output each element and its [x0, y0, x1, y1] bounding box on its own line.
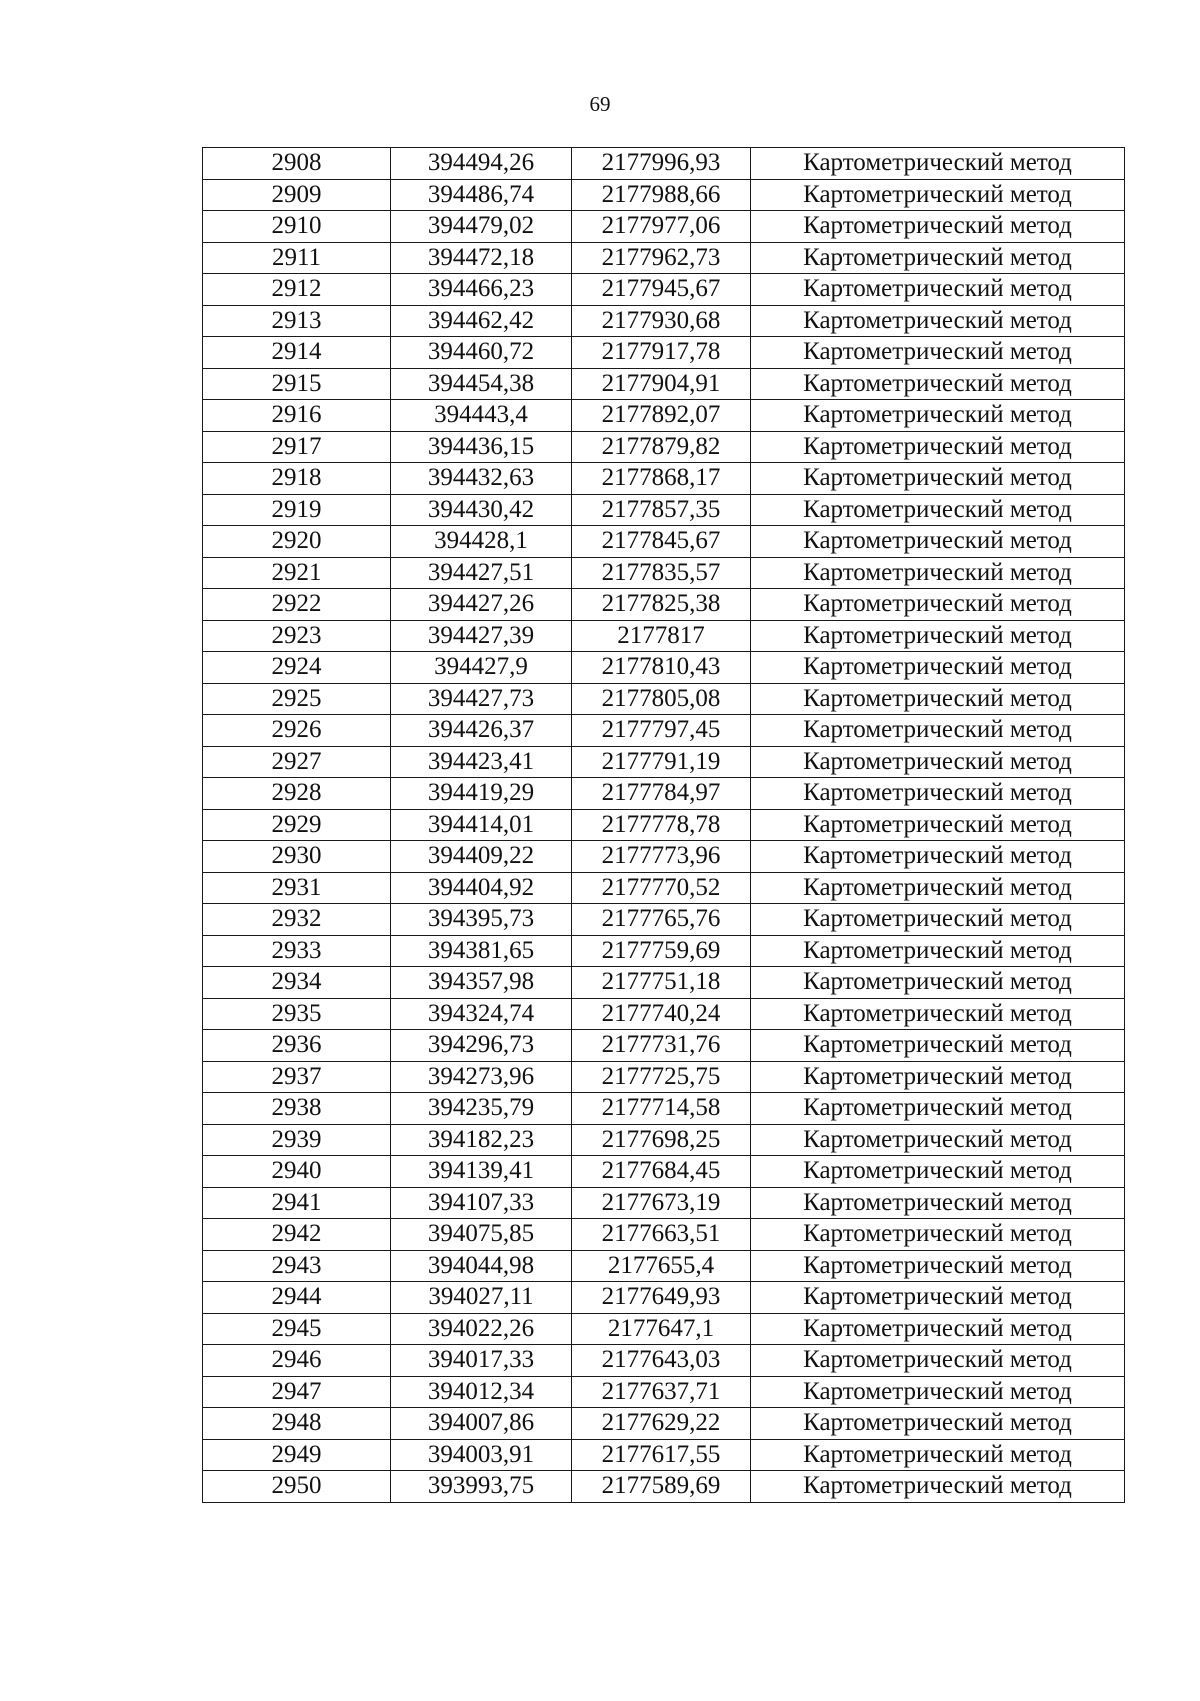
x-coordinate-cell: 394479,02 — [391, 211, 572, 243]
point-number-cell: 2945 — [203, 1313, 391, 1345]
table-row — [203, 1061, 1125, 1093]
table-row — [203, 1124, 1125, 1156]
point-number-cell: 2935 — [203, 998, 391, 1030]
method-cell: Картометрический метод — [751, 1156, 1125, 1188]
y-coordinate-cell: 2177649,93 — [572, 1282, 751, 1314]
table-row — [203, 904, 1125, 936]
point-number-cell: 2930 — [203, 841, 391, 873]
point-number-cell: 2912 — [203, 274, 391, 306]
method-cell: Картометрический метод — [751, 935, 1125, 967]
method-cell: Картометрический метод — [751, 463, 1125, 495]
x-coordinate-cell: 394423,41 — [391, 746, 572, 778]
point-number-cell: 2914 — [203, 337, 391, 369]
method-cell: Картометрический метод — [751, 904, 1125, 936]
point-number-cell: 2923 — [203, 620, 391, 652]
page-number: 69 — [589, 92, 611, 116]
table-row — [203, 1187, 1125, 1219]
x-coordinate-cell: 394427,39 — [391, 620, 572, 652]
y-coordinate-cell: 2177684,45 — [572, 1156, 751, 1188]
table-row — [203, 809, 1125, 841]
method-cell: Картометрический метод — [751, 1408, 1125, 1440]
point-number-cell: 2922 — [203, 589, 391, 621]
y-coordinate-cell: 2177778,78 — [572, 809, 751, 841]
x-coordinate-cell: 394027,11 — [391, 1282, 572, 1314]
point-number-cell: 2937 — [203, 1061, 391, 1093]
table-row — [203, 368, 1125, 400]
point-number-cell: 2931 — [203, 872, 391, 904]
point-number-cell: 2916 — [203, 400, 391, 432]
x-coordinate-cell: 394075,85 — [391, 1219, 572, 1251]
table-row — [203, 337, 1125, 369]
method-cell: Картометрический метод — [751, 872, 1125, 904]
x-coordinate-cell: 394426,37 — [391, 715, 572, 747]
x-coordinate-cell: 394427,26 — [391, 589, 572, 621]
point-number-cell: 2921 — [203, 557, 391, 589]
method-cell: Картометрический метод — [751, 431, 1125, 463]
point-number-cell: 2929 — [203, 809, 391, 841]
y-coordinate-cell: 2177698,25 — [572, 1124, 751, 1156]
point-number-cell: 2910 — [203, 211, 391, 243]
table-row — [203, 589, 1125, 621]
point-number-cell: 2949 — [203, 1439, 391, 1471]
table-row — [203, 967, 1125, 999]
point-number-cell: 2924 — [203, 652, 391, 684]
point-number-cell: 2950 — [203, 1471, 391, 1503]
y-coordinate-cell: 2177655,4 — [572, 1250, 751, 1282]
method-cell: Картометрический метод — [751, 809, 1125, 841]
method-cell: Картометрический метод — [751, 1187, 1125, 1219]
method-cell: Картометрический метод — [751, 557, 1125, 589]
y-coordinate-cell: 2177770,52 — [572, 872, 751, 904]
table-row — [203, 557, 1125, 589]
x-coordinate-cell: 394107,33 — [391, 1187, 572, 1219]
table-row — [203, 242, 1125, 274]
method-cell: Картометрический метод — [751, 589, 1125, 621]
x-coordinate-cell: 394460,72 — [391, 337, 572, 369]
point-number-cell: 2925 — [203, 683, 391, 715]
point-number-cell: 2941 — [203, 1187, 391, 1219]
method-cell: Картометрический метод — [751, 148, 1125, 180]
y-coordinate-cell: 2177917,78 — [572, 337, 751, 369]
y-coordinate-cell: 2177988,66 — [572, 179, 751, 211]
x-coordinate-cell: 394430,42 — [391, 494, 572, 526]
method-cell: Картометрический метод — [751, 526, 1125, 558]
x-coordinate-cell: 393993,75 — [391, 1471, 572, 1503]
point-number-cell: 2936 — [203, 1030, 391, 1062]
y-coordinate-cell: 2177797,45 — [572, 715, 751, 747]
point-number-cell: 2946 — [203, 1345, 391, 1377]
x-coordinate-cell: 394466,23 — [391, 274, 572, 306]
table-row — [203, 1376, 1125, 1408]
table-row — [203, 211, 1125, 243]
y-coordinate-cell: 2177637,71 — [572, 1376, 751, 1408]
y-coordinate-cell: 2177663,51 — [572, 1219, 751, 1251]
x-coordinate-cell: 394003,91 — [391, 1439, 572, 1471]
x-coordinate-cell: 394414,01 — [391, 809, 572, 841]
method-cell: Картометрический метод — [751, 1093, 1125, 1125]
table-row — [203, 431, 1125, 463]
y-coordinate-cell: 2177962,73 — [572, 242, 751, 274]
method-cell: Картометрический метод — [751, 179, 1125, 211]
coordinates-table — [202, 147, 1125, 1503]
point-number-cell: 2920 — [203, 526, 391, 558]
table-row — [203, 620, 1125, 652]
table-row — [203, 683, 1125, 715]
point-number-cell: 2918 — [203, 463, 391, 495]
x-coordinate-cell: 394357,98 — [391, 967, 572, 999]
x-coordinate-cell: 394428,1 — [391, 526, 572, 558]
y-coordinate-cell: 2177977,06 — [572, 211, 751, 243]
table-row — [203, 1093, 1125, 1125]
method-cell: Картометрический метод — [751, 1471, 1125, 1503]
point-number-cell: 2940 — [203, 1156, 391, 1188]
table-row — [203, 400, 1125, 432]
table-row — [203, 494, 1125, 526]
x-coordinate-cell: 394012,34 — [391, 1376, 572, 1408]
x-coordinate-cell: 394395,73 — [391, 904, 572, 936]
point-number-cell: 2947 — [203, 1376, 391, 1408]
x-coordinate-cell: 394404,92 — [391, 872, 572, 904]
method-cell: Картометрический метод — [751, 1345, 1125, 1377]
y-coordinate-cell: 2177773,96 — [572, 841, 751, 873]
method-cell: Картометрический метод — [751, 211, 1125, 243]
y-coordinate-cell: 2177817 — [572, 620, 751, 652]
table-row — [203, 935, 1125, 967]
x-coordinate-cell: 394443,4 — [391, 400, 572, 432]
y-coordinate-cell: 2177868,17 — [572, 463, 751, 495]
table-row — [203, 841, 1125, 873]
table-row — [203, 1282, 1125, 1314]
method-cell: Картометрический метод — [751, 778, 1125, 810]
table-row — [203, 1156, 1125, 1188]
point-number-cell: 2908 — [203, 148, 391, 180]
method-cell: Картометрический метод — [751, 494, 1125, 526]
method-cell: Картометрический метод — [751, 242, 1125, 274]
method-cell: Картометрический метод — [751, 1219, 1125, 1251]
x-coordinate-cell: 394139,41 — [391, 1156, 572, 1188]
table-row — [203, 746, 1125, 778]
point-number-cell: 2927 — [203, 746, 391, 778]
y-coordinate-cell: 2177784,97 — [572, 778, 751, 810]
point-number-cell: 2938 — [203, 1093, 391, 1125]
x-coordinate-cell: 394454,38 — [391, 368, 572, 400]
method-cell: Картометрический метод — [751, 400, 1125, 432]
method-cell: Картометрический метод — [751, 337, 1125, 369]
table-row — [203, 1345, 1125, 1377]
x-coordinate-cell: 394472,18 — [391, 242, 572, 274]
x-coordinate-cell: 394381,65 — [391, 935, 572, 967]
y-coordinate-cell: 2177810,43 — [572, 652, 751, 684]
point-number-cell: 2933 — [203, 935, 391, 967]
point-number-cell: 2911 — [203, 242, 391, 274]
method-cell: Картометрический метод — [751, 746, 1125, 778]
x-coordinate-cell: 394044,98 — [391, 1250, 572, 1282]
method-cell: Картометрический метод — [751, 715, 1125, 747]
table-row — [203, 872, 1125, 904]
x-coordinate-cell: 394486,74 — [391, 179, 572, 211]
y-coordinate-cell: 2177825,38 — [572, 589, 751, 621]
x-coordinate-cell: 394494,26 — [391, 148, 572, 180]
y-coordinate-cell: 2177765,76 — [572, 904, 751, 936]
table-row — [203, 1439, 1125, 1471]
point-number-cell: 2928 — [203, 778, 391, 810]
y-coordinate-cell: 2177930,68 — [572, 305, 751, 337]
y-coordinate-cell: 2177731,76 — [572, 1030, 751, 1062]
y-coordinate-cell: 2177759,69 — [572, 935, 751, 967]
y-coordinate-cell: 2177589,69 — [572, 1471, 751, 1503]
y-coordinate-cell: 2177996,93 — [572, 148, 751, 180]
table-row — [203, 148, 1125, 180]
x-coordinate-cell: 394419,29 — [391, 778, 572, 810]
point-number-cell: 2909 — [203, 179, 391, 211]
point-number-cell: 2948 — [203, 1408, 391, 1440]
x-coordinate-cell: 394022,26 — [391, 1313, 572, 1345]
y-coordinate-cell: 2177945,67 — [572, 274, 751, 306]
table-row — [203, 1408, 1125, 1440]
x-coordinate-cell: 394436,15 — [391, 431, 572, 463]
x-coordinate-cell: 394432,63 — [391, 463, 572, 495]
method-cell: Картометрический метод — [751, 1376, 1125, 1408]
method-cell: Картометрический метод — [751, 368, 1125, 400]
x-coordinate-cell: 394017,33 — [391, 1345, 572, 1377]
x-coordinate-cell: 394182,23 — [391, 1124, 572, 1156]
point-number-cell: 2913 — [203, 305, 391, 337]
table-row — [203, 1219, 1125, 1251]
point-number-cell: 2932 — [203, 904, 391, 936]
table-row — [203, 274, 1125, 306]
y-coordinate-cell: 2177805,08 — [572, 683, 751, 715]
method-cell: Картометрический метод — [751, 841, 1125, 873]
x-coordinate-cell: 394427,73 — [391, 683, 572, 715]
y-coordinate-cell: 2177740,24 — [572, 998, 751, 1030]
point-number-cell: 2943 — [203, 1250, 391, 1282]
table-row — [203, 526, 1125, 558]
method-cell: Картометрический метод — [751, 998, 1125, 1030]
method-cell: Картометрический метод — [751, 1124, 1125, 1156]
table-row — [203, 715, 1125, 747]
x-coordinate-cell: 394462,42 — [391, 305, 572, 337]
y-coordinate-cell: 2177845,67 — [572, 526, 751, 558]
method-cell: Картометрический метод — [751, 1030, 1125, 1062]
method-cell: Картометрический метод — [751, 1282, 1125, 1314]
coordinates-table-body — [203, 148, 1125, 1503]
table-row — [203, 305, 1125, 337]
method-cell: Картометрический метод — [751, 967, 1125, 999]
table-row — [203, 1471, 1125, 1503]
y-coordinate-cell: 2177643,03 — [572, 1345, 751, 1377]
point-number-cell: 2939 — [203, 1124, 391, 1156]
x-coordinate-cell: 394427,9 — [391, 652, 572, 684]
x-coordinate-cell: 394427,51 — [391, 557, 572, 589]
point-number-cell: 2926 — [203, 715, 391, 747]
method-cell: Картометрический метод — [751, 1250, 1125, 1282]
method-cell: Картометрический метод — [751, 305, 1125, 337]
point-number-cell: 2919 — [203, 494, 391, 526]
x-coordinate-cell: 394007,86 — [391, 1408, 572, 1440]
table-row — [203, 1030, 1125, 1062]
y-coordinate-cell: 2177629,22 — [572, 1408, 751, 1440]
point-number-cell: 2942 — [203, 1219, 391, 1251]
table-row — [203, 652, 1125, 684]
table-row — [203, 463, 1125, 495]
y-coordinate-cell: 2177835,57 — [572, 557, 751, 589]
table-row — [203, 998, 1125, 1030]
y-coordinate-cell: 2177751,18 — [572, 967, 751, 999]
point-number-cell: 2917 — [203, 431, 391, 463]
table-row — [203, 1313, 1125, 1345]
x-coordinate-cell: 394409,22 — [391, 841, 572, 873]
x-coordinate-cell: 394296,73 — [391, 1030, 572, 1062]
y-coordinate-cell: 2177791,19 — [572, 746, 751, 778]
method-cell: Картометрический метод — [751, 274, 1125, 306]
table-row — [203, 1250, 1125, 1282]
x-coordinate-cell: 394273,96 — [391, 1061, 572, 1093]
table-row — [203, 179, 1125, 211]
x-coordinate-cell: 394324,74 — [391, 998, 572, 1030]
method-cell: Картометрический метод — [751, 652, 1125, 684]
method-cell: Картометрический метод — [751, 1061, 1125, 1093]
y-coordinate-cell: 2177879,82 — [572, 431, 751, 463]
y-coordinate-cell: 2177617,55 — [572, 1439, 751, 1471]
method-cell: Картометрический метод — [751, 1439, 1125, 1471]
y-coordinate-cell: 2177673,19 — [572, 1187, 751, 1219]
y-coordinate-cell: 2177904,91 — [572, 368, 751, 400]
point-number-cell: 2944 — [203, 1282, 391, 1314]
y-coordinate-cell: 2177892,07 — [572, 400, 751, 432]
method-cell: Картометрический метод — [751, 683, 1125, 715]
x-coordinate-cell: 394235,79 — [391, 1093, 572, 1125]
method-cell: Картометрический метод — [751, 620, 1125, 652]
y-coordinate-cell: 2177714,58 — [572, 1093, 751, 1125]
table-row — [203, 778, 1125, 810]
y-coordinate-cell: 2177647,1 — [572, 1313, 751, 1345]
y-coordinate-cell: 2177725,75 — [572, 1061, 751, 1093]
point-number-cell: 2934 — [203, 967, 391, 999]
point-number-cell: 2915 — [203, 368, 391, 400]
method-cell: Картометрический метод — [751, 1313, 1125, 1345]
y-coordinate-cell: 2177857,35 — [572, 494, 751, 526]
